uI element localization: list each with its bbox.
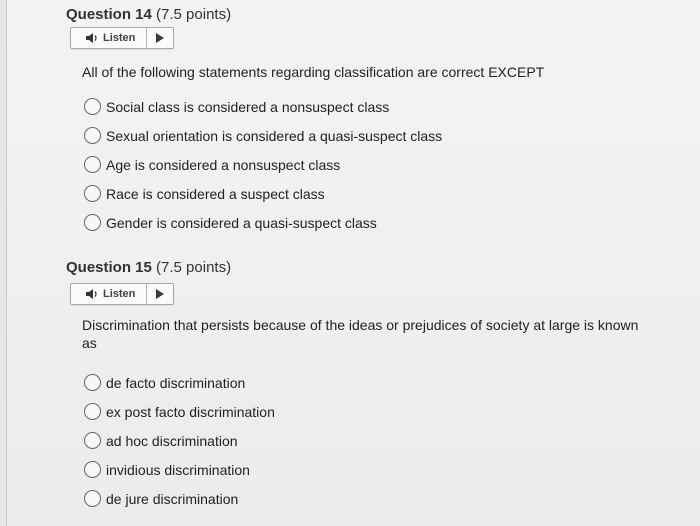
speaker-icon bbox=[85, 32, 99, 44]
play-button[interactable] bbox=[147, 284, 173, 304]
question-number: Question 15 bbox=[66, 259, 152, 276]
radio-button[interactable] bbox=[84, 374, 101, 391]
option-label: Race is considered a suspect class bbox=[106, 185, 325, 202]
option-label: ex post facto discrimination bbox=[106, 403, 275, 420]
option-label: de facto discrimination bbox=[106, 374, 246, 391]
option-label: invidious discrimination bbox=[106, 461, 250, 478]
question-number: Question 14 bbox=[66, 6, 152, 23]
play-icon bbox=[156, 289, 164, 299]
listen-widget bbox=[70, 27, 174, 49]
option-label: Gender is considered a quasi-suspect class bbox=[106, 214, 377, 231]
question-prompt: Discrimination that persists because of the ideas or prejudices of society at large is known as bbox=[82, 317, 639, 351]
listen-widget bbox=[70, 283, 174, 305]
answer-option[interactable] bbox=[84, 208, 442, 237]
radio-button[interactable] bbox=[84, 127, 101, 144]
option-label: Social class is considered a nonsuspect class bbox=[106, 98, 390, 115]
listen-button[interactable] bbox=[71, 28, 147, 48]
option-label: de jure discrimination bbox=[106, 490, 239, 507]
left-panel-edge bbox=[0, 0, 7, 526]
answer-options bbox=[84, 368, 275, 513]
play-icon bbox=[156, 33, 164, 43]
radio-button[interactable] bbox=[84, 403, 101, 420]
listen-button[interactable] bbox=[71, 284, 147, 304]
question-title bbox=[66, 0, 680, 26]
answer-option[interactable] bbox=[84, 426, 275, 455]
option-label: ad hoc discrimination bbox=[106, 432, 238, 449]
play-button[interactable] bbox=[147, 28, 173, 48]
option-label: Age is considered a nonsuspect class bbox=[106, 156, 341, 173]
question-points: (7.5 points) bbox=[156, 6, 232, 23]
option-label: Sexual orientation is considered a quasi-suspect class bbox=[106, 127, 443, 144]
answer-options bbox=[84, 92, 442, 237]
answer-option[interactable] bbox=[84, 397, 275, 426]
question-points: (7.5 points) bbox=[156, 259, 232, 276]
radio-button[interactable] bbox=[84, 214, 101, 231]
radio-button[interactable] bbox=[84, 461, 101, 478]
question-prompt: All of the following statements regarding classification are correct EXCEPT bbox=[82, 64, 545, 80]
answer-option[interactable] bbox=[84, 179, 442, 208]
radio-button[interactable] bbox=[84, 490, 101, 507]
radio-button[interactable] bbox=[84, 98, 101, 115]
answer-option[interactable] bbox=[84, 455, 275, 484]
question-15 bbox=[66, 256, 680, 507]
radio-button[interactable] bbox=[84, 156, 101, 173]
radio-button[interactable] bbox=[84, 185, 101, 202]
answer-option[interactable] bbox=[84, 92, 442, 121]
question-14 bbox=[66, 0, 680, 231]
answer-option[interactable] bbox=[84, 150, 442, 179]
listen-label: Listen bbox=[103, 288, 136, 300]
answer-option[interactable] bbox=[84, 121, 442, 150]
answer-option[interactable] bbox=[84, 484, 275, 513]
listen-label: Listen bbox=[103, 32, 136, 44]
speaker-icon bbox=[85, 288, 99, 300]
question-title bbox=[66, 256, 680, 279]
answer-option[interactable] bbox=[84, 368, 275, 397]
radio-button[interactable] bbox=[84, 432, 101, 449]
